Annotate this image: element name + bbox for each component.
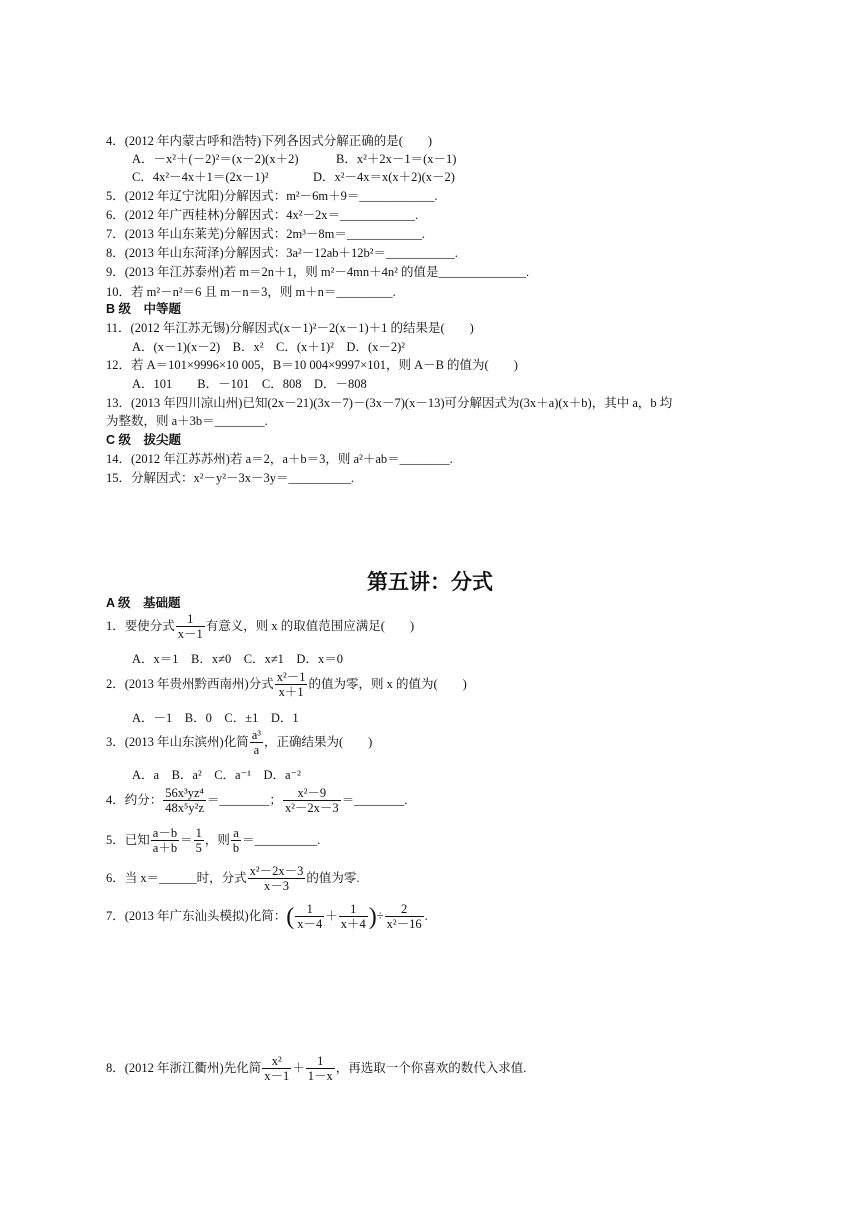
lecture-section-a-heading: A 级 基础题 — [106, 596, 181, 610]
lq3-fraction — [250, 728, 263, 758]
q7: 7．(2013 年山东莱芜)分解因式：2m³－8m＝____________. — [106, 227, 426, 241]
lq5-pre: 5．已知 — [106, 832, 150, 847]
lq5-num2: 1 — [195, 826, 202, 840]
lq7-fraction-1 — [295, 902, 324, 932]
lq7-div: ÷ — [376, 908, 384, 923]
q11-stem: 11．(2012 年江苏无锡)分解因式(x－1)²－2(x－1)＋1 的结果是( ) — [106, 321, 474, 335]
lq2-pre: 2．(2013 年贵州黔西南州)分式 — [106, 676, 274, 691]
lq5-mid1: ＝ — [180, 832, 193, 847]
q9: 9．(2013 年江苏泰州)若 m＝2n＋1，则 m²－4mn＋4n² 的值是______________. — [106, 265, 530, 279]
lq4-post: ＝________. — [341, 792, 408, 807]
lq6-stem — [106, 864, 360, 894]
lq2-stem — [106, 670, 467, 700]
lq6-post: 的值为零. — [306, 870, 360, 885]
q10: 10．若 m²－n²＝6 且 m－n＝3，则 m＋n＝_________. — [106, 285, 396, 299]
lq5-den3: b — [232, 841, 240, 856]
q12-options: A．101 B．－101 C．808 D．－808 — [132, 377, 367, 391]
lq7-num1: 1 — [306, 902, 313, 916]
q6: 6．(2012 年广西桂林)分解因式：4x²－2x＝____________. — [106, 208, 419, 222]
lq7-den2: x＋4 — [340, 917, 366, 932]
lq6-num: x²－2x－3 — [249, 864, 304, 878]
lq7-den3: x²－16 — [386, 917, 422, 932]
q4-opt-b: B．x²＋2x－1＝(x－1) — [336, 152, 457, 166]
lq6-fraction — [248, 864, 306, 894]
lq5-den1: a＋b — [152, 841, 178, 856]
lq1-post: 有意义，则 x 的取值范围应满足( ) — [205, 618, 415, 633]
lq7-den1: x－4 — [297, 917, 323, 932]
lq7-post: . — [424, 908, 428, 923]
lq8-plus: ＋ — [292, 1060, 305, 1075]
q13-line1: 13．(2013 年四川凉山州)已知(2x－21)(3x－7)－(3x－7)(x－13)可分解因式为(3x＋a)(x＋b)，其中 a，b 均 — [106, 396, 673, 410]
q12-stem: 12．若 A＝101×9996×10 005，B＝10 004×9997×101，则 A－B 的值为( ) — [106, 358, 518, 372]
section-c-heading: C 级 拔尖题 — [106, 433, 182, 447]
lq8-num2: 1 — [317, 1054, 324, 1068]
lq2-fraction — [275, 670, 308, 700]
q15: 15．分解因式：x²－y²－3x－3y＝__________. — [106, 471, 355, 485]
lq5-post: ＝__________. — [242, 832, 321, 847]
lq5-mid2: ，则 — [204, 832, 230, 847]
lq3-num: a³ — [251, 728, 261, 742]
lq2-options: A．－1 B．0 C．±1 D．1 — [132, 711, 299, 725]
lq7-fraction-2 — [339, 902, 368, 932]
lq8-den1: x－1 — [264, 1069, 290, 1084]
q4-stem: 4．(2012 年内蒙古呼和浩特)下列各因式分解正确的是( ) — [106, 134, 433, 148]
lq4-num1: 56x³yz⁴ — [165, 786, 204, 800]
lq1-options: A．x＝1 B．x≠0 C．x≠1 D．x＝0 — [132, 652, 343, 666]
lq3-post: ，正确结果为( ) — [264, 734, 373, 749]
lq5-fraction-2 — [194, 826, 204, 856]
lq8-post: ，再选取一个你喜欢的数代入求值. — [335, 1060, 527, 1075]
lq6-den: x－3 — [248, 878, 306, 893]
lq8-den2: 1－x — [307, 1069, 333, 1084]
lq1-pre: 1．要使分式 — [106, 618, 175, 633]
lq5-stem — [106, 826, 320, 856]
lq4-den2: x²－2x－3 — [284, 801, 339, 816]
lq5-den2: 5 — [195, 841, 202, 856]
lq8-num1: x² — [271, 1054, 282, 1068]
lq3-options: A．a B．a² C．a⁻¹ D．a⁻² — [132, 768, 301, 782]
lq4-mid: ＝________； — [206, 792, 282, 807]
lq5-fraction-3 — [231, 826, 241, 856]
lq7-fraction-3 — [385, 902, 424, 932]
lq5-fraction-1 — [151, 826, 179, 856]
lecture-title: 第五讲：分式 — [367, 570, 493, 594]
lq1-den: x－1 — [177, 627, 203, 642]
section-b-heading: B 级 中等题 — [106, 302, 182, 316]
lq7-num2: 1 — [350, 902, 357, 916]
lq1-stem — [106, 612, 414, 642]
q4-opt-a: A．－x²＋(－2)²＝(x－2)(x＋2) — [132, 152, 299, 166]
lq8-fraction-2 — [306, 1054, 335, 1084]
lq3-pre: 3．(2013 年山东滨州)化简 — [106, 734, 249, 749]
lq2-den: x＋1 — [275, 684, 308, 699]
q4-opt-c: C．4x²－4x＋1＝(2x－1)² — [132, 170, 269, 184]
lq5-num1: a－b — [152, 826, 178, 840]
q4-opt-d: D．x²－4x＝x(x＋2)(x－2) — [313, 170, 455, 184]
lq7-num3: 2 — [401, 902, 408, 916]
lq2-num: x²－1 — [276, 670, 306, 684]
lq4-pre: 4．约分： — [106, 792, 163, 807]
lq8-stem — [106, 1054, 526, 1084]
lq4-den1: 48x⁵y²z — [165, 801, 204, 816]
lq7-stem — [106, 902, 428, 932]
lq4-fraction-2 — [283, 786, 341, 816]
lq8-fraction-1 — [262, 1054, 291, 1084]
lq7-plus: ＋ — [325, 908, 338, 923]
lq8-pre: 8．(2012 年浙江衢州)先化简 — [106, 1060, 262, 1075]
q14: 14．(2012 年江苏苏州)若 a＝2，a＋b＝3，则 a²＋ab＝________. — [106, 452, 453, 466]
q11-options: A．(x－1)(x－2) B．x² C．(x＋1)² D．(x－2)² — [132, 340, 406, 354]
q13-line2: 为整数，则 a＋3b＝________. — [106, 414, 268, 428]
lq4-num2: x²－9 — [297, 786, 327, 800]
lq2-post: 的值为零，则 x 的值为( ) — [308, 676, 467, 691]
lq1-num: 1 — [187, 612, 194, 626]
lq3-stem — [106, 728, 372, 758]
lq4-stem — [106, 786, 407, 816]
q8: 8．(2013 年山东菏泽)分解因式：3a²－12ab＋12b²＝___________. — [106, 246, 458, 260]
lq5-num3: a — [233, 826, 239, 840]
lq4-fraction-1 — [163, 786, 206, 816]
right-paren: ) — [368, 903, 377, 930]
left-paren: ( — [286, 903, 295, 930]
q5: 5．(2012 年辽宁沈阳)分解因式：m²－6m＋9＝____________. — [106, 189, 438, 203]
lq7-pre: 7．(2013 年广东汕头模拟)化简： — [106, 908, 287, 923]
lq1-fraction — [176, 612, 205, 642]
lq6-pre: 6．当 x＝______时，分式 — [106, 870, 247, 885]
lq3-den: a — [250, 742, 263, 757]
